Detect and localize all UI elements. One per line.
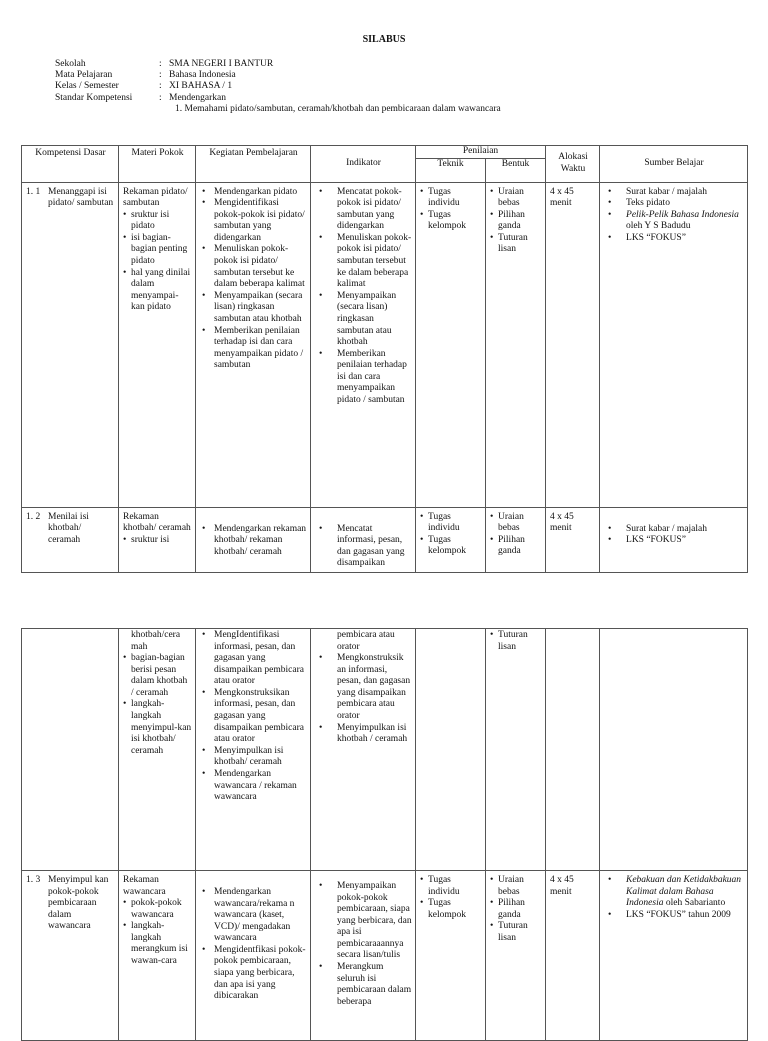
list-item: • Menuliskan pokok-pokok isi pidato/ sambutan tersebut ke dalam beberapa kalimat <box>315 233 412 291</box>
bentuk-cell <box>486 507 546 572</box>
book-title: Kebakuan dan Ketidakbakuan Kalimat dalam Bahasa Indonesia <box>626 875 742 909</box>
info-row-sk-item <box>55 104 501 115</box>
kd-cell <box>22 871 119 1041</box>
kd-cell <box>22 182 119 507</box>
list-item: • Tuturan lisan <box>490 233 542 256</box>
syllabus-table-page-1 <box>21 145 748 573</box>
kd-text: Menyimpul kan pokok-pokok pembicaraan dalam wawancara <box>48 875 109 932</box>
list-item: • Menuliskan pokok-pokok isi pidato/ sambutan tersebut ke dalam beberapa kalimat <box>200 244 307 290</box>
table-row-kd-1-3 <box>22 871 748 1041</box>
list-item: • Tuturan lisan <box>490 630 542 653</box>
list-item: • Merangkum seluruh isi pembicaraan dalam beberapa <box>315 962 412 1008</box>
list-item: • Mengidentifikasi pokok-pokok isi pidato/ sambutan yang didengarkan <box>200 198 307 244</box>
list-item <box>604 875 744 910</box>
teknik-cell <box>416 507 486 572</box>
info-row-standar-kompetensi <box>55 93 501 104</box>
materi-heading: Rekaman pidato/ sambutan <box>123 186 188 209</box>
list-item: • Memberikan penilaian terhadap isi dan cara menyampaikan pidato / sambutan <box>315 349 412 407</box>
list-item: • Mengidentfikasi pokok-pokok pembicaraan, siapa yang berbicara, dan apa isi yang dibicarakan <box>200 945 307 1003</box>
materi-cell <box>119 871 196 1041</box>
info-colon: : <box>159 81 162 92</box>
materi-continued: khotbah/cera mah <box>131 630 181 652</box>
list-item: • LKS “FOKUS” <box>604 233 744 245</box>
list-item: • Uraian bebas <box>490 875 542 898</box>
list-item: • Tugas individu <box>420 512 482 535</box>
indikator-continued: pembicara atau orator <box>337 630 395 652</box>
list-item: • hal yang dinilai dalam menyampai-kan pidato <box>123 268 192 314</box>
kd-cell <box>22 507 119 572</box>
list-item: • Tuturan lisan <box>490 921 542 944</box>
list-item: • MengIdentifikasi informasi, pesan, dan gagasan yang disampaikan pembicara atau orator <box>200 630 307 688</box>
page-title: SILABUS <box>362 34 406 45</box>
alokasi-cell: 4 x 45 menit <box>546 871 600 1041</box>
header-kompetensi-dasar: Kompetensi Dasar <box>22 146 119 183</box>
kegiatan-cell <box>196 182 311 507</box>
indikator-cell <box>311 629 416 871</box>
sumber-cell <box>600 871 748 1041</box>
list-item: • pokok-pokok wawancara <box>123 898 192 921</box>
list-item: • LKS “FOKUS” <box>604 535 744 547</box>
info-label: Mata Pelajaran <box>55 70 113 81</box>
list-item: • Tugas individu <box>420 875 482 898</box>
kd-number: 1. 2 <box>26 511 41 522</box>
header-indikator: Indikator <box>311 146 416 183</box>
list-item: • Tugas kelompok <box>420 535 482 558</box>
info-value: XI BAHASA / 1 <box>169 81 233 92</box>
list-item: • Menyimpulkan isi khotbah / ceramah <box>315 723 412 746</box>
list-item: • bagian-bagian berisi pesan dalam khotbah / ceramah <box>123 653 192 699</box>
list-item: • Menyampaikan (secara lisan) ringkasan sambutan atau khotbah <box>315 291 412 349</box>
list-item: • Mengkonstruksikan informasi, pesan, dan gagasan yang disampaikan pembicara atau orator <box>200 688 307 746</box>
teknik-cell <box>416 871 486 1041</box>
header-penilaian: Penilaian <box>416 146 546 159</box>
syllabus-table-page-2 <box>21 628 748 1041</box>
kegiatan-cell <box>196 629 311 871</box>
book-author: oleh Sabarianto <box>663 898 726 909</box>
list-item: • Mengkonstruksik an informasi, pesan, dan gagasan yang disampaikan pembicara atau orator <box>315 653 412 722</box>
table-row-kd-1-2-continued <box>22 629 748 871</box>
table-row-kd-1-2 <box>22 507 748 572</box>
book-title: Pelik-Pelik Bahasa Indonesia <box>626 209 739 220</box>
list-item: • sruktur isi <box>123 535 192 547</box>
list-item: • Mendengarkan rekaman khotbah/ rekaman khotbah/ ceramah <box>200 524 307 559</box>
list-item: • sruktur isi pidato <box>123 210 192 233</box>
header-sumber-belajar: Sumber Belajar <box>600 146 748 183</box>
info-value: SMA NEGERI I BANTUR <box>169 59 274 69</box>
info-colon: : <box>159 70 162 81</box>
list-item: • Mencatat informasi, pesan, dan gagasan yang disampaikan <box>315 524 412 570</box>
list-item: • Mendengarkan wawancara/rekama n wawancara (kaset, VCD)/ mengadakan wawancara <box>200 887 307 945</box>
info-row-kelas-semester <box>55 81 501 92</box>
list-item: • Pilihan ganda <box>490 898 542 921</box>
materi-heading: Rekaman wawancara <box>123 875 166 897</box>
list-item: • Uraian bebas <box>490 187 542 210</box>
header-kegiatan-pembelajaran: Kegiatan Pembelajaran <box>196 146 311 183</box>
kegiatan-cell <box>196 871 311 1041</box>
list-item: • Pilihan ganda <box>490 210 542 233</box>
list-item: • Mendengarkan wawancara / rekaman wawancara <box>200 769 307 804</box>
list-item: • langkah-langkah menyimpul-kan isi khotbah/ ceramah <box>123 699 192 757</box>
info-label: Standar Kompetensi <box>55 92 133 103</box>
list-item: • Pilihan ganda <box>490 535 542 558</box>
teknik-cell <box>416 182 486 507</box>
table-row-kd-1-1 <box>22 182 748 507</box>
materi-cell <box>119 507 196 572</box>
info-colon: : <box>159 92 162 103</box>
indikator-cell <box>311 507 416 572</box>
list-item: • Menyampaikan (secara lisan) ringkasan sambutan atau khotbah <box>200 291 307 326</box>
list-item: • Surat kabar / majalah <box>604 524 744 536</box>
header-materi-pokok: Materi Pokok <box>119 146 196 183</box>
alokasi-cell: 4 x 45 menit <box>546 182 600 507</box>
indikator-cell <box>311 871 416 1041</box>
list-item <box>604 210 744 233</box>
kd-text: Menanggapi isi pidato/ sambutan <box>48 186 114 209</box>
info-label: Sekolah <box>55 59 86 69</box>
bentuk-cell <box>486 629 546 871</box>
materi-heading: Rekaman khotbah/ ceramah <box>123 511 191 534</box>
kd-number: 1. 3 <box>26 875 41 885</box>
kegiatan-cell <box>196 507 311 572</box>
document-info <box>55 59 501 115</box>
list-item: • langkah-langkah merangkum isi wawan-cara <box>123 921 192 967</box>
list-item: • Menyimpulkan isi khotbah/ ceramah <box>200 746 307 769</box>
alokasi-cell: 4 x 45 menit <box>546 507 600 572</box>
list-item: • Tugas individu <box>420 187 482 210</box>
header-teknik: Teknik <box>416 158 486 182</box>
list-item: • Mencatat pokok-pokok isi pidato/ sambutan yang didengarkan <box>315 187 412 233</box>
list-item: • Mendengarkan pidato <box>200 187 307 199</box>
indikator-cell <box>311 182 416 507</box>
kd-number: 1. 1 <box>26 186 41 197</box>
list-item: • Teks pidato <box>604 198 744 210</box>
header-bentuk: Bentuk <box>486 158 546 182</box>
materi-cell <box>119 629 196 871</box>
list-item: • LKS “FOKUS” tahun 2009 <box>604 910 744 922</box>
sk-item: 1. Memahami pidato/sambutan, ceramah/khotbah dan pembicaraan dalam wawancara <box>175 103 501 114</box>
sumber-cell <box>600 507 748 572</box>
list-item: • Surat kabar / majalah <box>604 187 744 199</box>
list-item: • Memberikan penilaian terhadap isi dan cara menyampaikan pidato / sambutan <box>200 326 307 372</box>
bentuk-cell <box>486 871 546 1041</box>
book-author: oleh Y S Badudu <box>626 221 691 232</box>
info-value: Bahasa Indonesia <box>169 70 236 81</box>
kd-text: Menilai isi khotbah/ ceramah <box>48 511 89 545</box>
bentuk-cell <box>486 182 546 507</box>
list-item: • Menyampaikan pokok-pokok pembicaraan, siapa yang berbicara, dan apa isi pembicaraaannya secara lisan/tulis <box>315 881 412 962</box>
info-row-mata-pelajaran <box>55 70 501 81</box>
materi-cell <box>119 182 196 507</box>
list-item: • Tugas kelompok <box>420 898 482 921</box>
info-value: Mendengarkan <box>169 92 226 103</box>
list-item: • Uraian bebas <box>490 512 542 535</box>
list-item: • Tugas kelompok <box>420 210 482 233</box>
list-item: • isi bagian-bagian penting pidato <box>123 233 192 268</box>
header-alokasi-waktu: Alokasi Waktu <box>546 146 600 183</box>
info-row-sekolah <box>55 59 501 70</box>
info-label: Kelas / Semester <box>55 81 119 92</box>
info-colon: : <box>159 59 162 69</box>
sumber-cell <box>600 182 748 507</box>
